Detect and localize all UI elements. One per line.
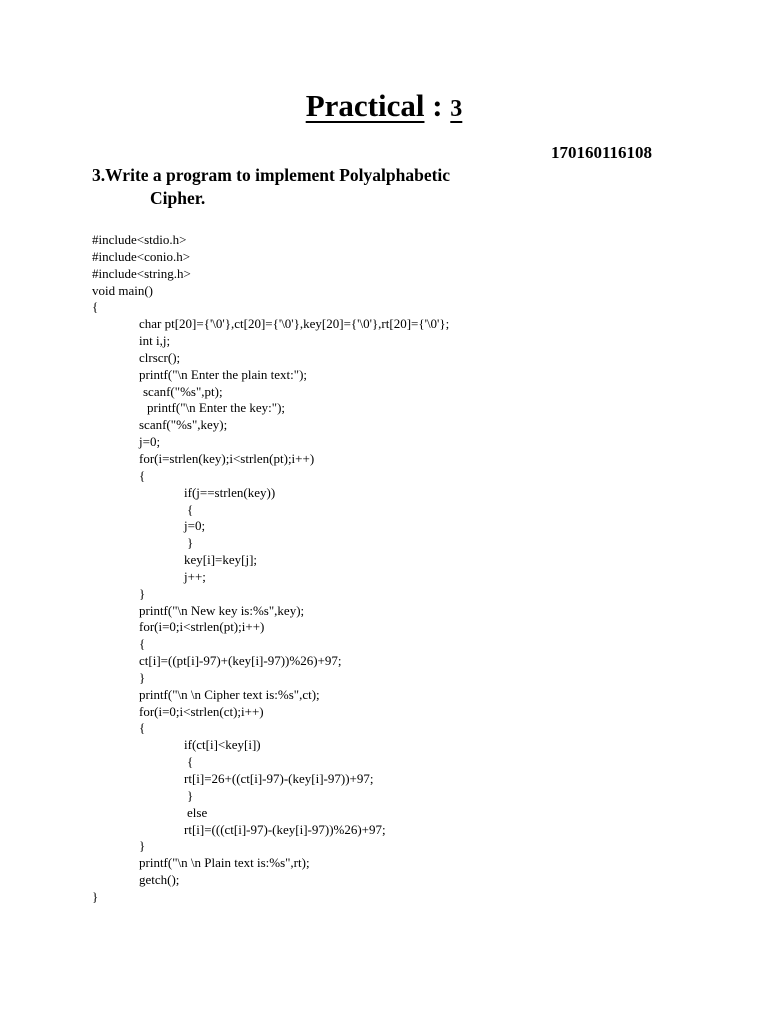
code-line: j=0; (139, 434, 161, 450)
code-line: if(ct[i]<key[i]) (184, 737, 261, 753)
code-line: for(i=0;i<strlen(ct);i++) (139, 703, 264, 719)
code-line: } (139, 669, 146, 685)
code-line: scanf("%s",key); (139, 417, 228, 433)
code-line: { (187, 754, 194, 770)
code-line: getch(); (139, 872, 180, 888)
code-line: } (187, 787, 194, 803)
code-line: { (92, 299, 99, 315)
question-line-2: Cipher. (150, 188, 206, 208)
code-line: } (187, 535, 194, 551)
code-line: } (139, 585, 146, 601)
code-line: } (92, 888, 99, 904)
code-line: { (187, 501, 194, 517)
code-line: printf("\n \n Plain text is:%s",rt); (139, 855, 310, 871)
code-line: { (139, 467, 146, 483)
code-line: printf("\n Enter the key:"); (147, 400, 286, 416)
code-listing (92, 232, 449, 906)
code-line: for(i=0;i<strlen(pt);i++) (139, 619, 265, 635)
code-line: } (139, 838, 146, 854)
code-line: { (139, 636, 146, 652)
question-heading (92, 164, 450, 210)
code-line: printf("\n New key is:%s",key); (139, 602, 305, 618)
code-line: rt[i]=26+((ct[i]-97)-(key[i]-97))+97; (184, 771, 374, 786)
code-line: clrscr(); (139, 349, 181, 365)
question-line-1: 3.Write a program to implement Polyalphabetic (92, 165, 451, 185)
code-line: if(j==strlen(key)) (184, 484, 276, 500)
code-line: for(i=strlen(key);i<strlen(pt);i++) (139, 450, 315, 466)
enrollment-number: 170160116108 (551, 143, 653, 162)
code-line: j=0; (184, 518, 206, 534)
code-line: { (139, 720, 146, 736)
code-line: void main() (92, 282, 154, 298)
code-line: #include<stdio.h> (92, 232, 187, 247)
code-line: rt[i]=(((ct[i]-97)-(key[i]-97))%26)+97; (184, 821, 386, 837)
title-separator: : (424, 88, 451, 123)
code-line: #include<conio.h> (92, 248, 191, 264)
code-line: int i,j; (139, 333, 171, 349)
code-line: printf("\n Enter the plain text:"); (139, 366, 308, 382)
code-line: else (187, 804, 208, 820)
code-line: j++; (184, 568, 206, 584)
code-line: key[i]=key[j]; (184, 552, 258, 568)
code-line: #include<string.h> (92, 265, 191, 281)
code-line: printf("\n \n Cipher text is:%s",ct); (139, 686, 320, 702)
code-line: scanf("%s",pt); (143, 383, 223, 399)
title-number: 3 (450, 96, 463, 122)
title-word: Practical (305, 88, 425, 123)
code-line: ct[i]=((pt[i]-97)+(key[i]-97))%26)+97; (139, 653, 342, 669)
page-title (0, 86, 768, 129)
code-line: char pt[20]={'\0'},ct[20]={'\0'},key[20]={'\0'},rt[20]={'\0'}; (139, 316, 450, 332)
